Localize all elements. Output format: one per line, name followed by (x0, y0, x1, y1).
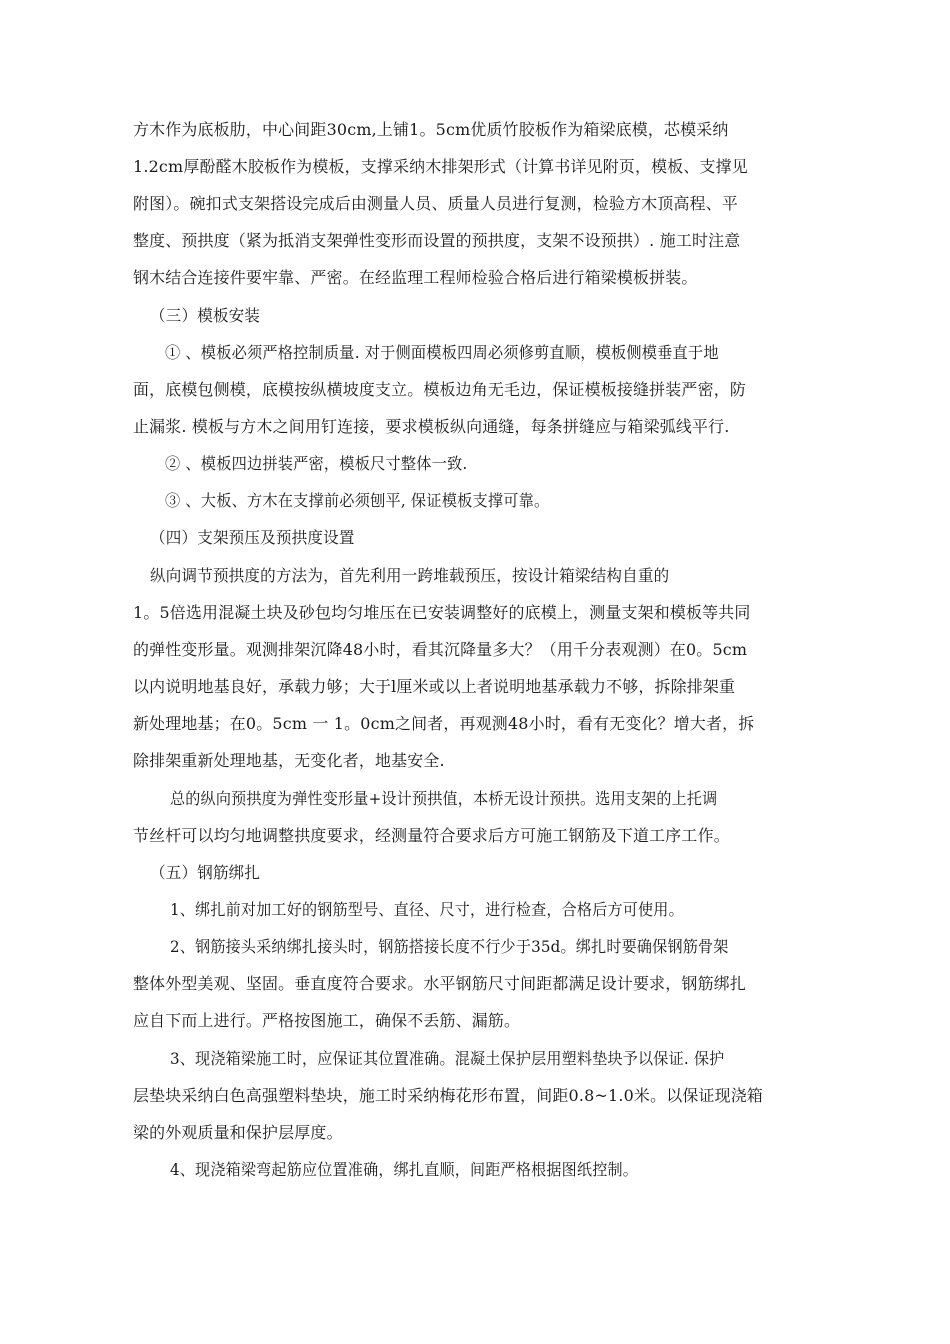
text-line: 梁的外观质量和保护层厚度。 (133, 1123, 343, 1142)
section-heading: （三）模板安装 (150, 306, 261, 325)
text-line: 止漏浆. 模板与方木之间用钉连接，要求模板纵向通缝，每条拼缝应与箱梁弧线平行. (133, 417, 730, 436)
text-line: 1。5倍选用混凝土块及砂包均匀堆压在已安装调整好的底模上，测量支架和模板等共同 (133, 603, 751, 622)
text-line: 节丝杆可以均匀地调整拱度要求，经测量符合要求后方可施工钢筋及下道工序工作。 (133, 826, 730, 845)
text-line: ① 、模板必须严格控制质量. 对于侧面模板四周必须修剪直顺，模板侧模垂直于地 (165, 343, 719, 362)
text-line: 附图）。碗扣式支架搭设完成后由测量人员、质量人员进行复测，检验方木顶高程、平 (133, 194, 738, 213)
text-line: 方木作为底板肋，中心间距30cm,上铺1。5cm优质竹胶板作为箱梁底模，芯模采纳 (133, 120, 729, 139)
text-line: ② 、模板四边拼装严密，模板尺寸整体一致. (165, 454, 468, 473)
section-heading: （五）钢筋绑扎 (150, 863, 261, 882)
text-line: 2、钢筋接头采纳绑扎接头时，钢筋搭接长度不行少于35d。绑扎时要确保钢筋骨架 (170, 937, 729, 956)
text-line: 面，底模包侧模，底模按纵横坡度支立。模板边角无毛边，保证模板接缝拼装严密，防 (133, 380, 746, 399)
text-line: 总的纵向预拱度为弹性变形量+设计预拱值，本桥无设计预拱。选用支架的上托调 (170, 789, 718, 808)
text-line: 3、现浇箱梁施工时，应保证其位置准确。混凝土保护层用塑料垫块予以保证. 保护 (170, 1049, 725, 1068)
text-line: 应自下而上进行。严格按图施工，确保不丢筋、漏筋。 (133, 1011, 521, 1030)
text-line: 层垫块采纳白色高强塑料垫块，施工时采纳梅花形布置，间距0.8~1.0米。以保证现浇箱 (133, 1086, 763, 1105)
text-line: 整度、预拱度（紧为抵消支架弹性变形而设置的预拱度，支架不设预拱）. 施工时注意 (133, 231, 741, 250)
text-line: 整体外型美观、坚固。垂直度符合要求。水平钢筋尺寸间距都满足设计要求，钢筋绑扎 (133, 974, 746, 993)
text-line: 4、现浇箱梁弯起筋应位置准确，绑扎直顺，间距严格根据图纸控制。 (170, 1160, 639, 1179)
text-line: 1、绑扎前对加工好的钢筋型号、直径、尺寸，进行检查，合格后方可使用。 (170, 900, 684, 919)
section-heading: （四）支架预压及预拱度设置 (150, 528, 355, 547)
text-line: 纵向调节预拱度的方法为，首先利用一跨堆载预压，按设计箱梁结构自重的 (150, 566, 670, 585)
text-line: 以内说明地基良好，承载力够；大于l厘米或以上者说明地基承载力不够，拆除排架重 (133, 677, 736, 696)
text-line: 钢木结合连接件要牢靠、严密。在经监理工程师检验合格后进行箱梁模板拼装。 (133, 268, 698, 287)
text-line: ③ 、大板、方木在支撑前必须刨平, 保证模板支撑可靠。 (165, 491, 550, 510)
text-line: 新处理地基；在0。5cm 一 1。0cm之间者，再观测48小时，看有无变化？增大者，拆 (133, 714, 755, 733)
text-line: 的弹性变形量。观测排架沉降48小时，看其沉降量多大？（用千分表观测）在0。5cm (133, 640, 748, 659)
text-line: 除排架重新处理地基，无变化者，地基安全. (133, 751, 445, 770)
text-line: 1.2cm厚酚醛木胶板作为模板，支撑采纳木排架形式（计算书详见附页，模板、支撑见 (133, 157, 748, 176)
